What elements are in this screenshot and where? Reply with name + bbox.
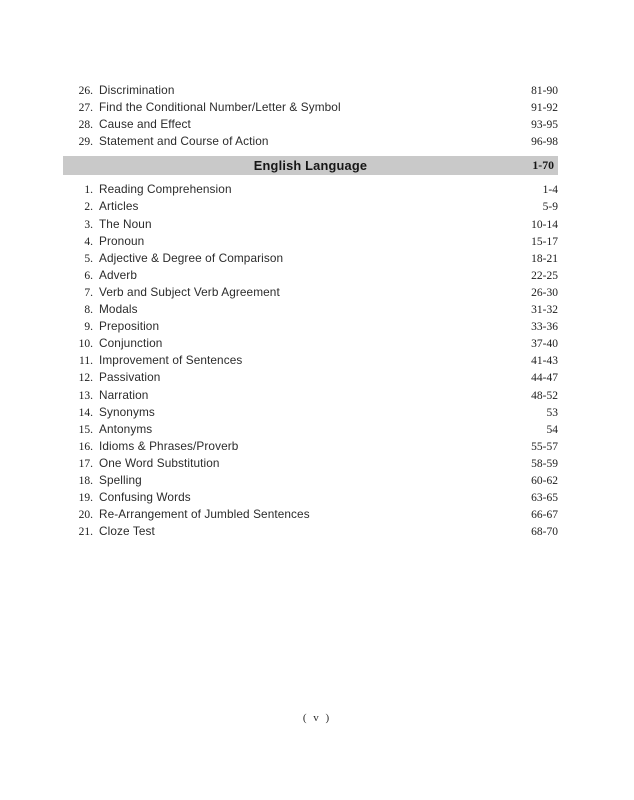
toc-row	[63, 489, 558, 506]
item-title: Find the Conditional Number/Letter & Symbol	[99, 100, 341, 115]
item-page-range: 58-59	[531, 457, 558, 470]
toc-row	[63, 181, 558, 198]
item-page-range: 53	[546, 406, 558, 419]
item-number: 17.	[78, 457, 93, 470]
item-number: 26.	[78, 85, 93, 97]
item-number: 27.	[78, 102, 93, 115]
item-title: Synonyms	[99, 404, 155, 419]
toc-row	[63, 284, 558, 301]
item-title: Statement and Course of Action	[99, 134, 269, 149]
item-page-range: 91-92	[531, 102, 558, 115]
table-of-contents	[63, 82, 558, 540]
toc-row	[63, 99, 558, 116]
toc-row	[63, 133, 558, 150]
section-header-bar	[63, 156, 558, 175]
item-title: The Noun	[99, 216, 152, 231]
item-number: 1.	[84, 184, 93, 197]
item-number: 5.	[84, 252, 93, 265]
item-title: Discrimination	[99, 83, 175, 97]
toc-row	[63, 506, 558, 523]
item-page-range: 26-30	[531, 286, 558, 299]
item-title: Conjunction	[99, 336, 163, 351]
item-title: Passivation	[99, 370, 161, 385]
item-number: 28.	[78, 119, 93, 132]
item-page-range: 81-90	[531, 85, 558, 97]
item-page-range: 60-62	[531, 474, 558, 487]
item-number: 11.	[79, 355, 93, 368]
item-title: Confusing Words	[99, 490, 191, 505]
item-title: Antonyms	[99, 421, 153, 436]
toc-row	[63, 369, 558, 386]
item-number: 18.	[78, 474, 93, 487]
item-page-range: 22-25	[531, 269, 558, 282]
english-section-items	[63, 181, 558, 540]
toc-row	[63, 233, 558, 250]
item-page-range: 44-47	[531, 372, 558, 385]
section-title: English Language	[253, 158, 368, 174]
item-page-range: 33-36	[531, 321, 558, 334]
toc-row	[63, 472, 558, 489]
item-title: Cloze Test	[99, 524, 155, 539]
item-title: Idioms & Phrases/Proverb	[99, 438, 239, 453]
item-title: Preposition	[99, 319, 160, 334]
item-title: Verb and Subject Verb Agreement	[99, 284, 280, 299]
item-title: Articles	[99, 199, 139, 214]
toc-row	[63, 216, 558, 233]
item-page-range: 5-9	[542, 201, 558, 214]
item-title: Cause and Effect	[99, 117, 191, 132]
item-title: Adverb	[99, 267, 137, 282]
toc-row	[63, 438, 558, 455]
item-number: 13.	[78, 389, 93, 402]
item-number: 7.	[84, 286, 93, 299]
toc-row	[63, 387, 558, 404]
item-page-range: 41-43	[531, 355, 558, 368]
item-number: 19.	[78, 492, 93, 505]
item-page-range: 15-17	[531, 235, 558, 248]
toc-row	[63, 301, 558, 318]
item-page-range: 96-98	[531, 136, 558, 149]
toc-row	[63, 523, 558, 540]
item-page-range: 63-65	[531, 492, 558, 505]
item-number: 20.	[78, 509, 93, 522]
item-page-range: 93-95	[531, 119, 558, 132]
toc-row	[63, 352, 558, 369]
item-number: 8.	[84, 304, 93, 317]
item-number: 4.	[84, 235, 93, 248]
item-number: 15.	[78, 423, 93, 436]
previous-section-items	[63, 82, 558, 150]
item-title: Narration	[99, 387, 149, 402]
item-number: 6.	[84, 269, 93, 282]
toc-row	[63, 335, 558, 352]
item-number: 9.	[84, 321, 93, 334]
item-page-range: 54	[546, 423, 558, 436]
item-number: 2.	[84, 201, 93, 214]
toc-row	[63, 404, 558, 421]
item-page-range: 31-32	[531, 304, 558, 317]
item-title: Spelling	[99, 472, 142, 487]
item-page-range: 48-52	[531, 389, 558, 402]
item-page-range: 37-40	[531, 338, 558, 351]
item-title: Reading Comprehension	[99, 182, 232, 197]
item-number: 10.	[78, 338, 93, 351]
item-page-range: 18-21	[531, 252, 558, 265]
item-page-range: 10-14	[531, 218, 558, 231]
item-title: One Word Substitution	[99, 455, 220, 470]
item-page-range: 1-4	[542, 184, 558, 197]
item-page-range: 55-57	[531, 440, 558, 453]
item-title: Adjective & Degree of Comparison	[99, 250, 284, 265]
section-page-range: 1-70	[532, 158, 554, 173]
toc-row	[63, 250, 558, 267]
item-number: 16.	[78, 440, 93, 453]
toc-row	[63, 318, 558, 335]
item-number: 12.	[78, 372, 93, 385]
toc-row	[63, 82, 558, 99]
toc-row	[63, 421, 558, 438]
item-number: 3.	[84, 218, 93, 231]
item-title: Pronoun	[99, 233, 145, 248]
item-title: Re-Arrangement of Jumbled Sentences	[99, 507, 310, 522]
toc-row	[63, 455, 558, 472]
toc-row	[63, 116, 558, 133]
item-number: 14.	[78, 406, 93, 419]
item-number: 21.	[78, 526, 93, 539]
toc-row	[63, 267, 558, 284]
toc-row	[63, 198, 558, 215]
item-title: Modals	[99, 302, 138, 317]
item-title: Improvement of Sentences	[99, 353, 243, 368]
item-number: 29.	[78, 136, 93, 149]
item-page-range: 68-70	[531, 526, 558, 539]
item-page-range: 66-67	[531, 509, 558, 522]
page-number-footer: ( v )	[302, 712, 332, 724]
